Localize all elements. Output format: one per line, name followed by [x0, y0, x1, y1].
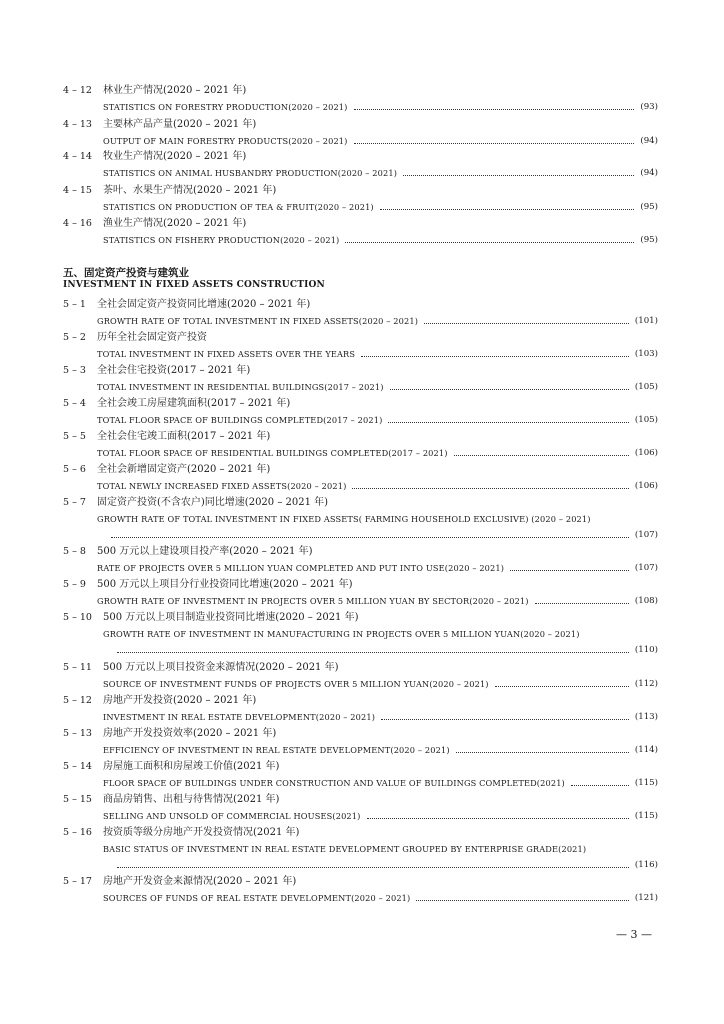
- entry-number: 5 – 12: [63, 695, 92, 706]
- entry-number: 5 – 17: [63, 876, 92, 887]
- toc-entry: [0, 544, 724, 576]
- entry-number: 5 – 14: [63, 761, 92, 772]
- entry-title-en-line: [97, 346, 658, 362]
- entry-title-zh: 全社会固定资产投资同比增速(2020 – 2021 年): [97, 299, 311, 310]
- entry-title-en: TOTAL NEWLY INCREASED FIXED ASSETS(2020 – 2021): [97, 481, 347, 491]
- entry-page-number: (113): [634, 712, 658, 722]
- entry-page-number: (112): [634, 679, 658, 689]
- entry-number: 5 – 16: [63, 827, 92, 838]
- entry-title-en-line: [103, 232, 658, 248]
- entry-title-en: GROWTH RATE OF INVESTMENT IN MANUFACTURING IN PROJECTS OVER 5 MILLION YUAN(2020 – 2021): [103, 629, 580, 639]
- entry-title-zh: 全社会住宅投资(2017 – 2021 年): [97, 365, 251, 376]
- entry-page-number: (110): [634, 645, 658, 655]
- entry-page-number: (103): [634, 349, 658, 359]
- dot-leader: [117, 867, 629, 868]
- entry-title-zh: 房屋施工面积和房屋竣工价值(2021 年): [103, 761, 280, 772]
- entry-number: 5 – 5: [63, 431, 86, 442]
- section-title-zh: 五、固定资产投资与建筑业: [63, 267, 189, 279]
- toc-entry: [0, 759, 724, 791]
- entry-title-zh: 固定资产投资(不含农户)同比增速(2020 – 2021 年): [97, 497, 329, 508]
- entry-page-number: (107): [634, 530, 658, 540]
- entry-title-zh: 500 万元以上项目分行业投资同比增速(2020 – 2021 年): [97, 579, 353, 590]
- entry-title-zh: 牧业生产情况(2020 – 2021 年): [103, 151, 247, 162]
- entry-title-en: RATE OF PROJECTS OVER 5 MILLION YUAN COMPLETED AND PUT INTO USE(2020 – 2021): [97, 563, 505, 573]
- entry-title-en: GROWTH RATE OF INVESTMENT IN PROJECTS OVER 5 MILLION YUAN BY SECTOR(2020 – 2021): [97, 596, 529, 606]
- entry-number: 5 – 2: [63, 332, 86, 343]
- entry-title-zh: 历年全社会固定资产投资: [97, 332, 207, 343]
- entry-page-number: (93): [640, 102, 658, 112]
- dot-leader: [388, 422, 628, 423]
- toc-entry: [0, 429, 724, 461]
- entry-title-en: BASIC STATUS OF INVESTMENT IN REAL ESTATE DEVELOPMENT GROUPED BY ENTERPRISE GRADE(2021): [103, 844, 587, 854]
- dot-leader: [352, 488, 628, 489]
- toc-entry: [0, 577, 724, 609]
- entry-number: 4 – 13: [63, 119, 92, 130]
- entry-title-en-line: [103, 890, 658, 906]
- toc-entry: [0, 183, 724, 215]
- entry-title-en: TOTAL INVESTMENT IN FIXED ASSETS OVER THE YEARS: [97, 349, 356, 359]
- entry-title-en: SOURCES OF FUNDS OF REAL ESTATE DEVELOPMENT(2020 – 2021): [103, 893, 411, 903]
- entry-page-number: (95): [640, 202, 658, 212]
- toc-entry: [0, 874, 724, 906]
- entry-page-line: [111, 527, 658, 543]
- toc-entry: [0, 825, 724, 873]
- entry-page-number: (107): [634, 563, 658, 573]
- toc-entry: [0, 363, 724, 395]
- entry-title-zh: 主要林产品产量(2020 – 2021 年): [103, 119, 257, 130]
- entry-number: 5 – 7: [63, 497, 86, 508]
- entry-title-en: FLOOR SPACE OF BUILDINGS UNDER CONSTRUCTION AND VALUE OF BUILDINGS COMPLETED(2021): [103, 778, 565, 788]
- dot-leader: [367, 818, 629, 819]
- dot-leader: [111, 537, 629, 538]
- entry-number: 5 – 3: [63, 365, 86, 376]
- entry-page-number: (105): [634, 415, 658, 425]
- entry-page-line: [117, 857, 658, 873]
- toc-entry: [0, 330, 724, 362]
- dot-leader: [454, 455, 629, 456]
- entry-number: 4 – 14: [63, 151, 92, 162]
- section-title-en: INVESTMENT IN FIXED ASSETS CONSTRUCTION: [63, 280, 325, 290]
- entry-title-zh: 全社会新增固定资产(2020 – 2021 年): [97, 464, 271, 475]
- entry-number: 4 – 12: [63, 85, 92, 96]
- entry-number: 5 – 8: [63, 546, 86, 557]
- entry-title-en-line: [103, 626, 658, 642]
- entry-title-zh: 按资质等级分房地产开发投资情况(2021 年): [103, 827, 300, 838]
- toc-entry: [0, 792, 724, 824]
- entry-title-en-line: [103, 709, 658, 725]
- entry-number: 5 – 9: [63, 579, 86, 590]
- entry-title-en-line: [97, 478, 658, 494]
- entry-title-en: TOTAL FLOOR SPACE OF BUILDINGS COMPLETED(2017 – 2021): [97, 415, 383, 425]
- entry-title-en-line: [103, 742, 658, 758]
- entry-title-zh: 500 万元以上项目投资金来源情况(2020 – 2021 年): [103, 662, 339, 673]
- entry-title-en-line: [103, 99, 658, 115]
- entry-title-en: INVESTMENT IN REAL ESTATE DEVELOPMENT(2020 – 2021): [103, 712, 376, 722]
- entry-number: 5 – 4: [63, 398, 86, 409]
- entry-title-zh: 500 万元以上建设项目投产率(2020 – 2021 年): [97, 546, 313, 557]
- entry-title-zh: 茶叶、水果生产情况(2020 – 2021 年): [103, 185, 277, 196]
- dot-leader: [495, 686, 629, 687]
- toc-entry: [0, 216, 724, 248]
- entry-title-en: TOTAL FLOOR SPACE OF RESIDENTIAL BUILDINGS COMPLETED(2017 – 2021): [97, 448, 448, 458]
- entry-title-en: STATISTICS ON FISHERY PRODUCTION(2020 – 2021): [103, 235, 340, 245]
- entry-number: 5 – 11: [63, 662, 92, 673]
- entry-page-number: (121): [634, 893, 658, 903]
- entry-title-en: GROWTH RATE OF TOTAL INVESTMENT IN FIXED ASSETS( FARMING HOUSEHOLD EXCLUSIVE) (2020 – 2021): [97, 514, 591, 524]
- entry-number: 5 – 15: [63, 794, 92, 805]
- entry-title-en-line: [103, 775, 658, 791]
- entry-title-en-line: [97, 560, 658, 576]
- entry-page-line: [117, 642, 658, 658]
- dot-leader: [456, 752, 629, 753]
- entry-title-en-line: [97, 445, 658, 461]
- entry-page-number: (114): [634, 745, 658, 755]
- entry-title-zh: 500 万元以上项目制造业投资同比增速(2020 – 2021 年): [103, 612, 359, 623]
- toc-entry: [0, 495, 724, 543]
- entry-title-en-line: [97, 379, 658, 395]
- entry-title-en-line: [97, 593, 658, 609]
- dot-leader: [354, 143, 635, 144]
- entry-title-en: OUTPUT OF MAIN FORESTRY PRODUCTS(2020 – 2021): [103, 136, 348, 146]
- dot-leader: [361, 356, 629, 357]
- dot-leader: [381, 719, 629, 720]
- dot-leader: [345, 242, 634, 243]
- dot-leader: [571, 785, 629, 786]
- entry-title-en: SOURCE OF INVESTMENT FUNDS OF PROJECTS OVER 5 MILLION YUAN(2020 – 2021): [103, 679, 489, 689]
- entry-title-en: TOTAL INVESTMENT IN RESIDENTIAL BUILDINGS(2017 – 2021): [97, 382, 384, 392]
- entry-page-number: (108): [634, 596, 658, 606]
- toc-entry: [0, 660, 724, 692]
- entry-number: 5 – 6: [63, 464, 86, 475]
- entry-number: 4 – 16: [63, 218, 92, 229]
- entry-title-en-line: [97, 412, 658, 428]
- entry-title-en-line: [97, 313, 658, 329]
- entry-page-number: (95): [640, 235, 658, 245]
- dot-leader: [380, 209, 635, 210]
- entry-page-number: (94): [640, 168, 658, 178]
- toc-entry: [0, 117, 724, 149]
- entry-page-number: (106): [634, 448, 658, 458]
- dot-leader: [510, 570, 629, 571]
- toc-entry: [0, 693, 724, 725]
- dot-leader: [424, 323, 629, 324]
- entry-title-en: STATISTICS ON ANIMAL HUSBANDRY PRODUCTION(2020 – 2021): [103, 168, 398, 178]
- entry-title-en-line: [103, 808, 658, 824]
- entry-number: 5 – 10: [63, 612, 92, 623]
- dot-leader: [117, 652, 629, 653]
- entry-title-zh: 房地产开发投资效率(2020 – 2021 年): [103, 728, 277, 739]
- entry-title-en: SELLING AND UNSOLD OF COMMERCIAL HOUSES(2021): [103, 811, 361, 821]
- entry-page-number: (115): [634, 778, 658, 788]
- toc-entry: [0, 83, 724, 115]
- toc-entry: [0, 297, 724, 329]
- entry-page-number: (101): [634, 316, 658, 326]
- dot-leader: [403, 175, 634, 176]
- entry-title-en-line: [103, 133, 658, 149]
- entry-page-number: (106): [634, 481, 658, 491]
- entry-title-en: STATISTICS ON PRODUCTION OF TEA & FRUIT(2020 – 2021): [103, 202, 374, 212]
- dot-leader: [390, 389, 629, 390]
- entry-page-number: (105): [634, 382, 658, 392]
- entry-title-zh: 商品房销售、出租与待售情况(2021 年): [103, 794, 280, 805]
- entry-title-zh: 渔业生产情况(2020 – 2021 年): [103, 218, 247, 229]
- entry-title-en-line: [103, 676, 658, 692]
- entry-title-en-line: [97, 511, 658, 527]
- entry-title-en-line: [103, 165, 658, 181]
- dot-leader: [416, 900, 629, 901]
- toc-entry: [0, 726, 724, 758]
- entry-page-number: (94): [640, 136, 658, 146]
- entry-title-en-line: [103, 199, 658, 215]
- entry-number: 5 – 13: [63, 728, 92, 739]
- entry-page-number: (115): [634, 811, 658, 821]
- entry-title-zh: 林业生产情况(2020 – 2021 年): [103, 85, 247, 96]
- dot-leader: [535, 603, 629, 604]
- toc-entry: [0, 462, 724, 494]
- dot-leader: [354, 109, 635, 110]
- entry-title-zh: 房地产开发投资(2020 – 2021 年): [103, 695, 257, 706]
- entry-title-en: STATISTICS ON FORESTRY PRODUCTION(2020 – 2021): [103, 102, 348, 112]
- entry-number: 4 – 15: [63, 185, 92, 196]
- page-number: — 3 —: [616, 928, 652, 941]
- toc-entry: [0, 396, 724, 428]
- entry-title-zh: 全社会住宅竣工面积(2017 – 2021 年): [97, 431, 271, 442]
- toc-entry: [0, 610, 724, 658]
- entry-title-zh: 全社会竣工房屋建筑面积(2017 – 2021 年): [97, 398, 291, 409]
- entry-title-zh: 房地产开发资金来源情况(2020 – 2021 年): [103, 876, 297, 887]
- entry-page-number: (116): [634, 860, 658, 870]
- entry-title-en: GROWTH RATE OF TOTAL INVESTMENT IN FIXED ASSETS(2020 – 2021): [97, 316, 419, 326]
- entry-title-en-line: [103, 841, 658, 857]
- entry-title-en: EFFICIENCY OF INVESTMENT IN REAL ESTATE DEVELOPMENT(2020 – 2021): [103, 745, 450, 755]
- entry-number: 5 – 1: [63, 299, 86, 310]
- toc-entry: [0, 149, 724, 181]
